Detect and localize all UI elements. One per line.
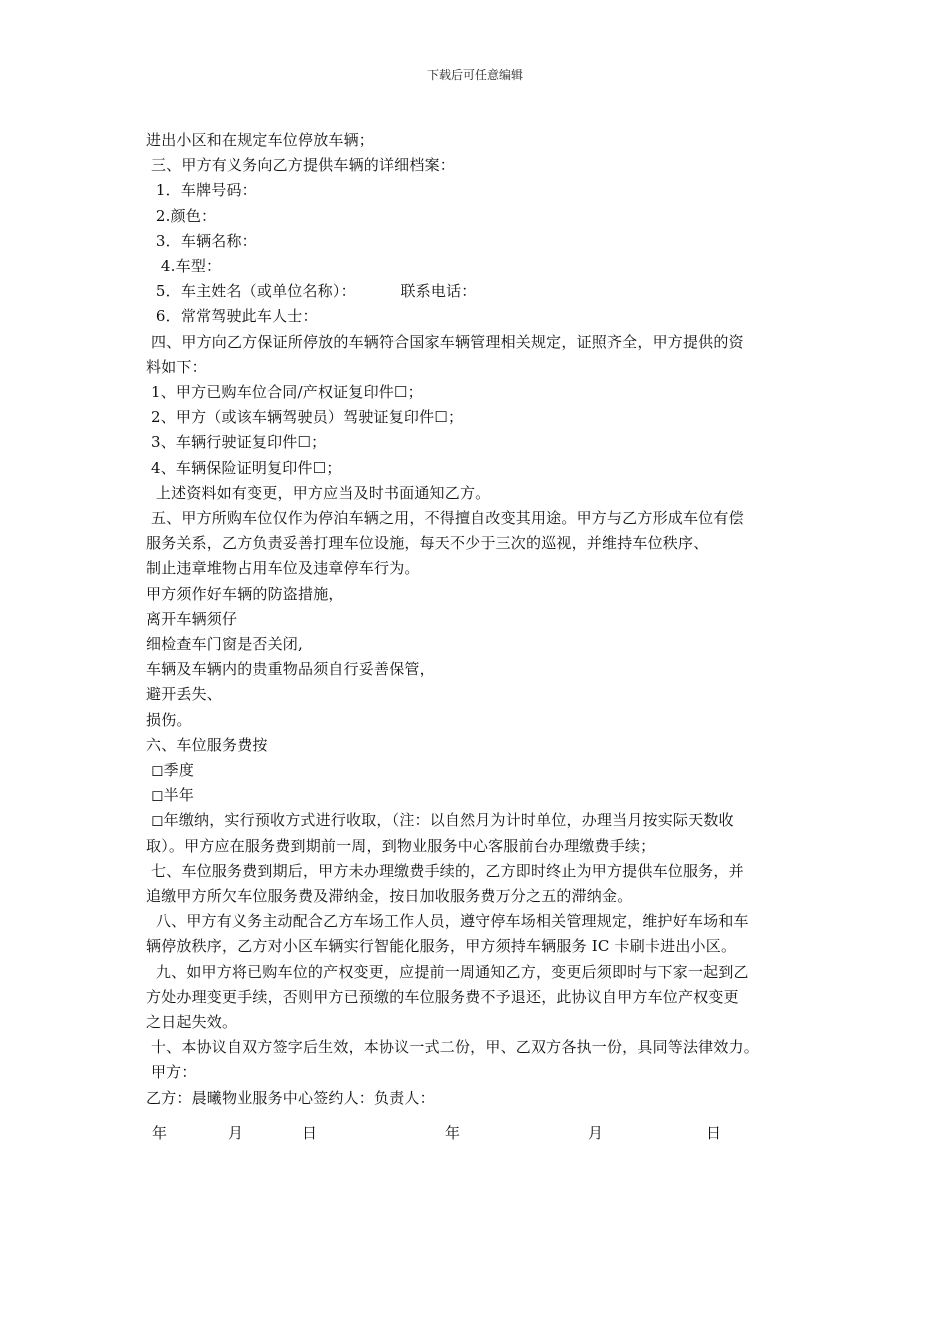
text-line: 离开车辆须仔 [146,609,238,628]
text-line: 制止违章堆物占用车位及违章停车行为。 [146,559,420,578]
date-label: 日 [706,1124,722,1142]
text-line: ◻半年 [146,786,195,805]
text-line: 细检查车门窗是否关闭, [146,635,303,653]
text-line: 进出小区和在规定车位停放车辆； [146,131,375,149]
text-line: 上述资料如有变更，甲方应当及时书面通知乙方。 [146,483,491,502]
text-line: 追缴甲方所欠车位服务费及滞纳金，按日加收服务费万分之五的滞纳金。 [146,887,633,905]
text-line: 4、车辆保险证明复印件☐； [146,458,342,477]
date-label: 月 [588,1124,604,1142]
text-line: 料如下： [146,357,207,376]
text-line: 2、甲方（或该车辆驾驶员）驾驶证复印件☐； [146,408,464,427]
text-line: 2.颜色： [146,206,217,225]
text-line: 避开丢失、 [146,685,223,704]
text-line: 5．车主姓名（或单位名称）： 联系电话： [146,282,477,301]
text-line: 七、车位服务费到期后，甲方未办理缴费手续的，乙方即时终止为甲方提供车位服务，并 [146,861,744,880]
date-label: 年 [152,1124,168,1142]
text-line: ◻季度 [146,761,195,779]
text-line: ◻年缴纳，实行预收方式进行收取，（注：以自然月为计时单位，办理当月按实际天数收 [146,811,734,830]
text-line: 服务关系，乙方负责妥善打理车位设施，每天不少于三次的巡视，并维持车位秩序、 [146,534,709,553]
text-line: 1．车牌号码： [146,181,257,200]
text-line: 1、甲方已购车位合同/产权证复印件☐； [146,383,423,401]
text-line: 取）。甲方应在服务费到期前一周，到物业服务中心客服前台办理缴费手续； [146,836,656,855]
text-line: 五、甲方所购车位仅作为停泊车辆之用，不得擅自改变其用途。甲方与乙方形成车位有偿 [146,509,744,527]
date-label: 年 [445,1124,461,1142]
text-line: 3．车辆名称： [146,231,257,250]
text-line: 甲方须作好车辆的防盗措施， [146,584,344,603]
text-line: 3、车辆行驶证复印件☐； [146,433,327,452]
text-line: 车辆及车辆内的贵重物品须自行妥善保管， [146,660,435,679]
text-line: 6．常常驾驶此车人士： [146,307,318,326]
text-line: 之日起失效。 [146,1013,238,1031]
text-line: 三、甲方有义务向乙方提供车辆的详细档案： [146,156,455,175]
page-header: 下载后可任意编辑 [426,68,523,82]
text-line: 八、甲方有义务主动配合乙方车场工作人员，遵守停车场相关管理规定，维护好车场和车 [146,912,749,931]
text-line: 方处办理变更手续，否则甲方已预缴的车位服务费不予退还，此协议自甲方车位产权变更 [146,987,739,1006]
text-line: 甲方： [146,1063,197,1082]
text-line: 乙方：晨曦物业服务中心签约人：负责人： [146,1088,435,1107]
text-line: 九、如甲方将已购车位的产权变更，应提前一周通知乙方，变更后须即时与下家一起到乙 [146,962,749,981]
date-label: 月 [228,1124,244,1142]
text-line: 十、本协议自双方签字后生效，本协议一式二份，甲、乙双方各执一份，具同等法律效力。 [146,1038,759,1057]
text-line: 四、甲方向乙方保证所停放的车辆符合国家车辆管理相关规定，证照齐全，甲方提供的资 [146,332,744,351]
text-line: 4.车型： [146,257,222,275]
date-label: 日 [302,1124,318,1142]
text-line: 六、车位服务费按 [146,735,268,754]
text-line: 辆停放秩序，乙方对小区车辆实行智能化服务，甲方须持车辆服务 IC 卡刷卡进出小区。 [146,937,737,956]
text-line: 损伤。 [146,710,192,729]
